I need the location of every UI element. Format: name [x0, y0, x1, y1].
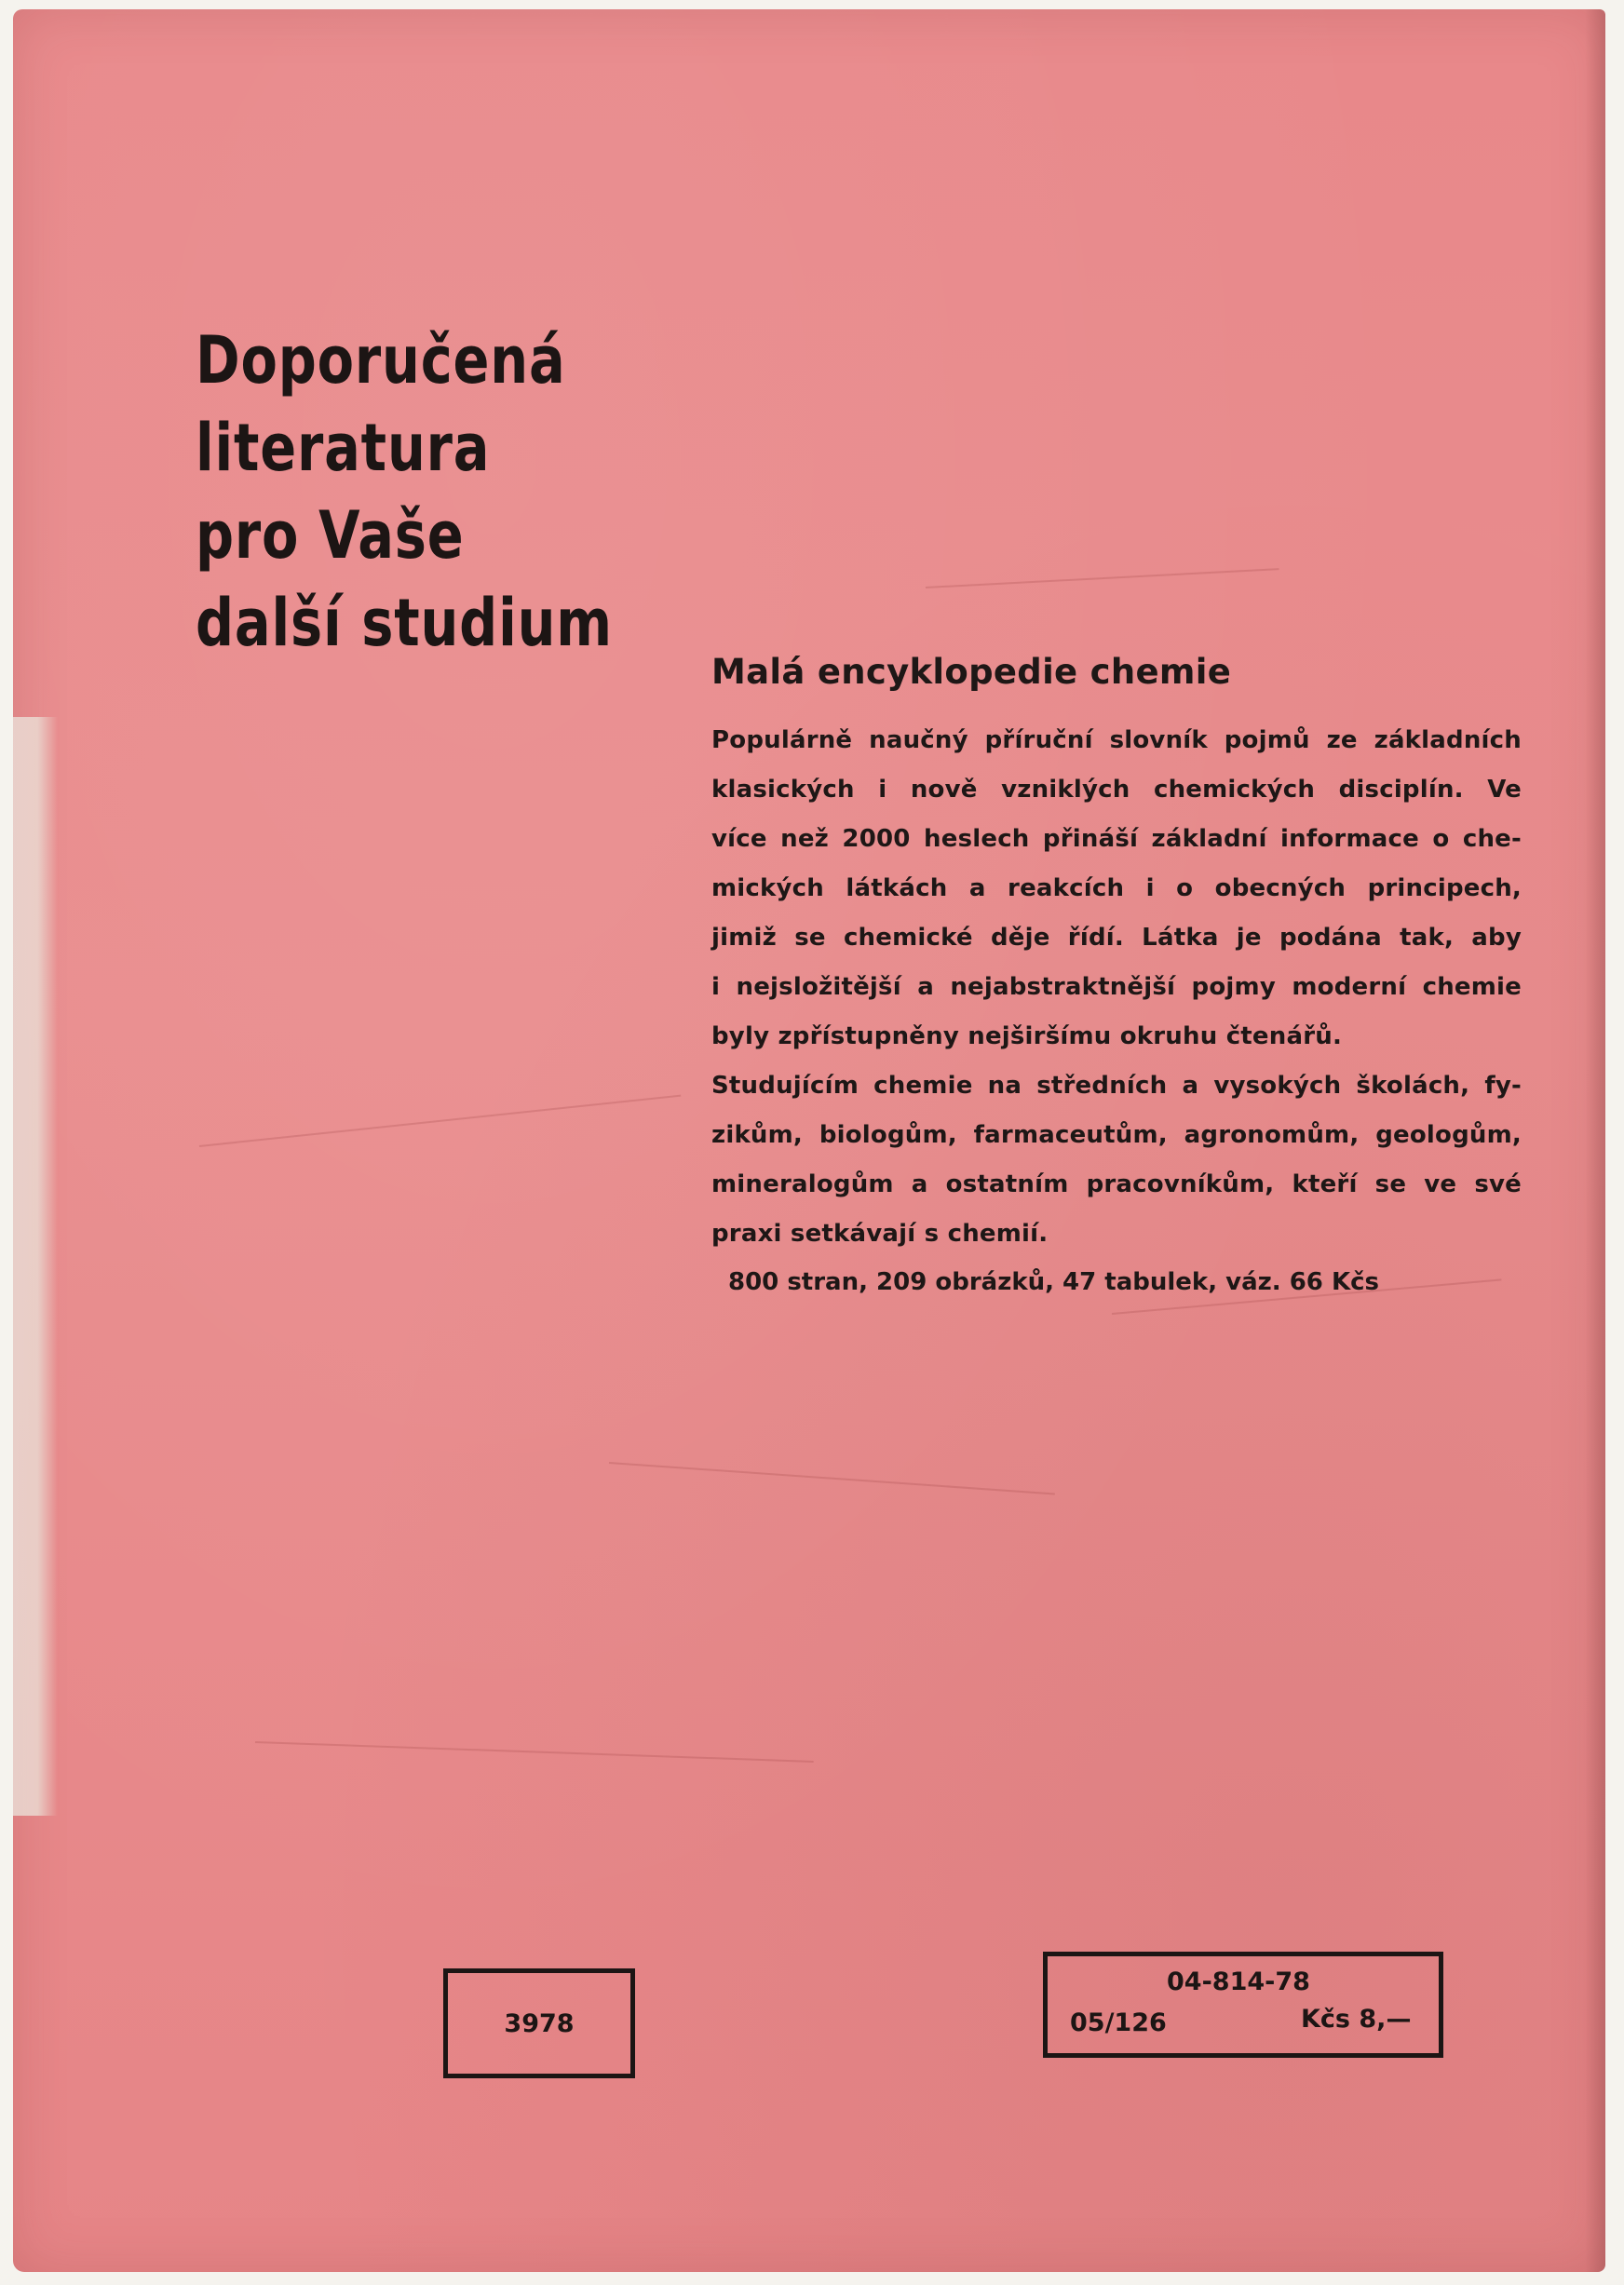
heading-line: další studium — [196, 585, 613, 661]
description-line: zikům, biologům, farmaceutům, agronomům, geologům, — [711, 1121, 1522, 1149]
cover-right-edge-shadow — [1585, 9, 1605, 2272]
description-line: více než 2000 heslech přináší základní informace o che- — [711, 825, 1522, 853]
paper-crease — [926, 568, 1279, 588]
heading-line: Doporučená — [196, 322, 566, 399]
book-back-cover — [13, 9, 1605, 2272]
book-advertisement — [711, 652, 1522, 1296]
description-line: mických látkách a reakcích i o obecných principech, — [711, 874, 1522, 902]
recommended-literature-heading — [196, 317, 623, 667]
description-line: byly zpřístupněny nejširšímu okruhu čtenářů. — [711, 1022, 1343, 1050]
description-line: mineralogům a ostatním pracovníkům, kteří se ve své — [711, 1170, 1522, 1198]
publication-code-box — [1043, 1952, 1443, 2058]
edition-code: 05/126 — [1070, 2008, 1167, 2037]
description-line: praxi setkávají s chemií. — [711, 1220, 1049, 1248]
catalog-number: 3978 — [504, 2008, 575, 2038]
book-description — [711, 716, 1522, 1259]
description-line: i nejsložitější a nejabstraktnější pojmy moderní chemie — [711, 973, 1522, 1001]
paper-crease — [609, 1462, 1055, 1494]
book-title: Malá encyklopedie chemie — [711, 652, 1232, 692]
worn-spine-edge — [13, 717, 58, 1816]
price-label: Kčs 8,— — [1301, 2005, 1412, 2034]
book-specs: 800 stran, 209 obrázků, 47 tabulek, váz. 66 Kčs — [728, 1268, 1379, 1296]
description-line: Studujícím chemie na středních a vysokých školách, fy- — [711, 1072, 1522, 1100]
paper-crease — [199, 1095, 681, 1147]
description-line: jimiž se chemické děje řídí. Látka je podána tak, aby — [711, 924, 1522, 952]
description-line: Populárně naučný příruční slovník pojmů ze základních — [711, 726, 1522, 754]
paper-crease — [255, 1741, 814, 1763]
heading-line: literatura — [196, 410, 491, 486]
description-line: klasických i nově vzniklých chemických disciplín. Ve — [711, 776, 1522, 804]
heading-line: pro Vaše — [196, 497, 465, 574]
publication-code: 04-814-78 — [1167, 1967, 1310, 1996]
catalog-number-box — [443, 1968, 635, 2078]
